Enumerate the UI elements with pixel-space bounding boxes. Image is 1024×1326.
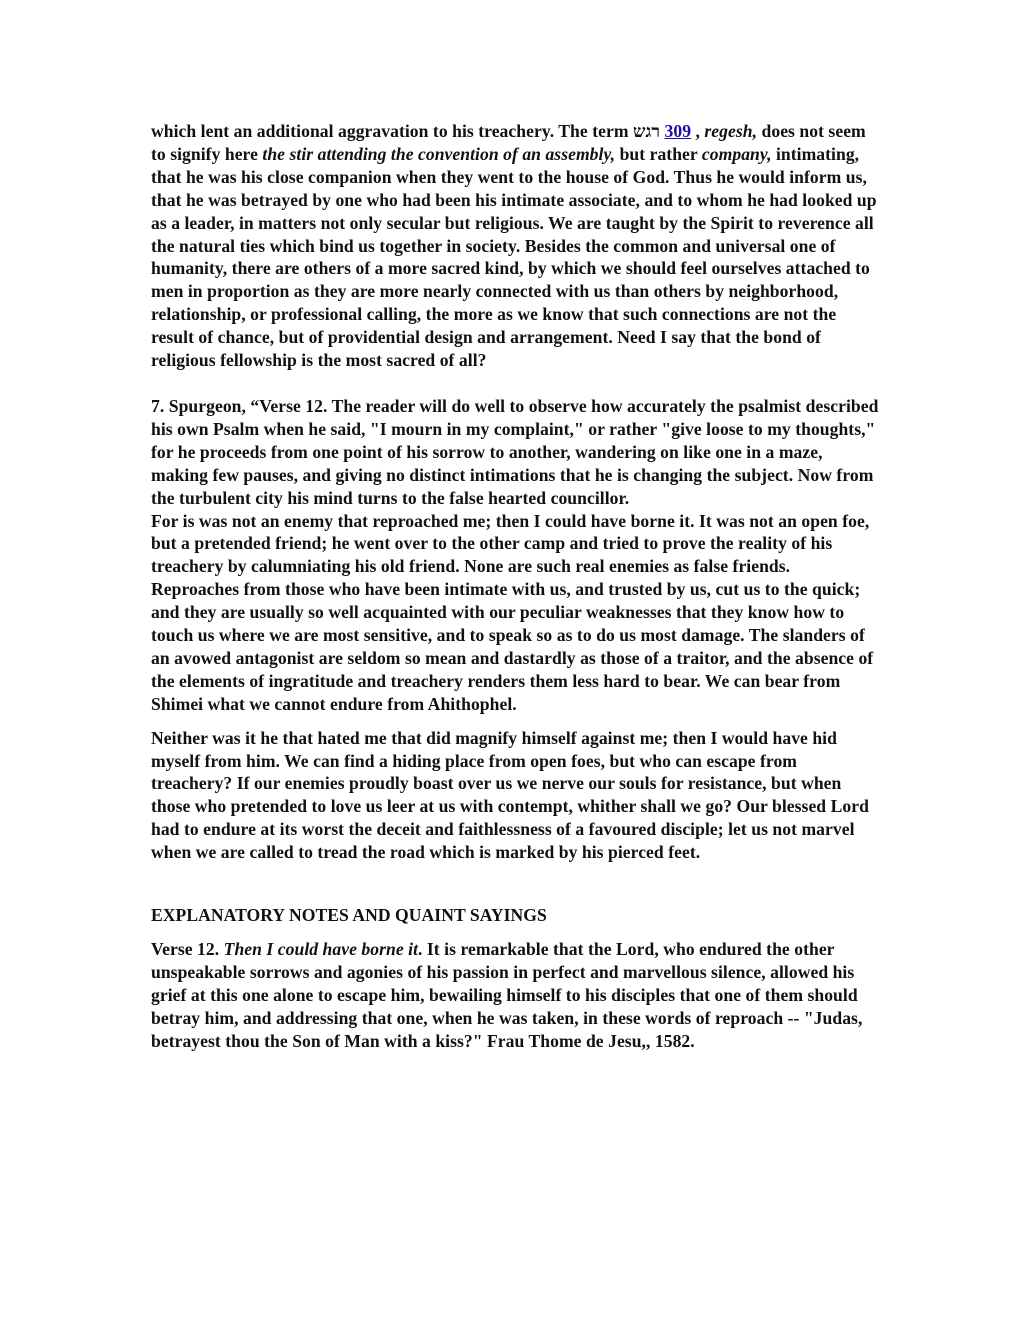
paragraph-hated-me: Neither was it he that hated me that did magnify himself against me; then I would have hid myself from him. We can find a hiding place from open foes, but who can escape from treachery? If our enemies proudly boast over us we nerve our souls for resistance, but when those who pretended to love us leer at us with contempt, whither shall we go? Our blessed Lord had to endure at its worst the deceit and faithlessness of a favoured disciple; let us not marvel when we are called to tread the road which is marked by his pierced feet. (151, 727, 869, 863)
footnote-link-309[interactable]: 309 (664, 121, 692, 141)
paragraph-regesh: which lent an additional aggravation to his treachery. The term רגש 309 , regesh, does not seem to signify here the stir attending the convention of an assembly, but rather company, intimating, that he was his close companion when they went to the house of God. Thus he would inform us, that he was betrayed by one who had been his intimate associate, and to whom he had looked up as a leader, in matters not only secular but religious. We are taught by the Spirit to reverence all the natural ties which bind us together in society. Besides the common and universal one of humanity, there are others of a more sacred kind, by which we should feel ourselves attached to men in proportion as they are more nearly connected with us than others by neighborhood, relationship, or professional calling, the more as we know that such connections are not the result of chance, but of providential design and arrangement. Need I say that the bond of religious fellowship is the most sacred of all? (151, 121, 877, 371)
document-page (151, 120, 879, 1053)
paragraph-verse-12-note: Verse 12. Then I could have borne it. It is remarkable that the Lord, who endured the other unspeakable sorrows and agonies of his passion in perfect and marvellous silence, allowed his grief at this one alone to escape him, bewailing himself to his disciples that one of them should betray him, and addressing that one, when he was taken, in these words of reproach -- "Judas, betrayest thou the Son of Man with a kiss?" Frau Thome de Jesu,, 1582. (151, 939, 863, 1051)
hebrew-term: רגש (632, 121, 661, 141)
paragraph-spurgeon-intro: 7. Spurgeon, “Verse 12. The reader will do well to observe how accurately the psalmist described his own Psalm when he said, "I mourn in my complaint," or rather "give loose to my thoughts," for he proceeds from one point of his sorrow to another, wandering on like one in a maze, making few pauses, and giving no distinct intimations that he is changing the subject. Now from the turbulent city his mind turns to the false hearted councillor. (151, 395, 879, 508)
section-heading: EXPLANATORY NOTES AND QUAINT SAYINGS (151, 905, 547, 926)
paragraph-not-an-enemy: For is was not an enemy that reproached me; then I could have borne it. It was not an open foe, but a pretended friend; he went over to the other camp and tried to prove the reality of his treachery by calumniating his old friend. None are such real enemies as false friends. Reproaches from those who have been intimate with us, and trusted by us, cut us to the quick; and they are usually so well acquainted with our peculiar weaknesses that they know how to touch us where we are most sensitive, and to speak so as to do us most damage. The slanders of an avowed antagonist are seldom so mean and dastardly as those of a traitor, and the absence of the elements of ingratitude and treachery renders them less hard to bear. We can bear from Shimei what we cannot endure from Ahithophel. (151, 510, 874, 714)
